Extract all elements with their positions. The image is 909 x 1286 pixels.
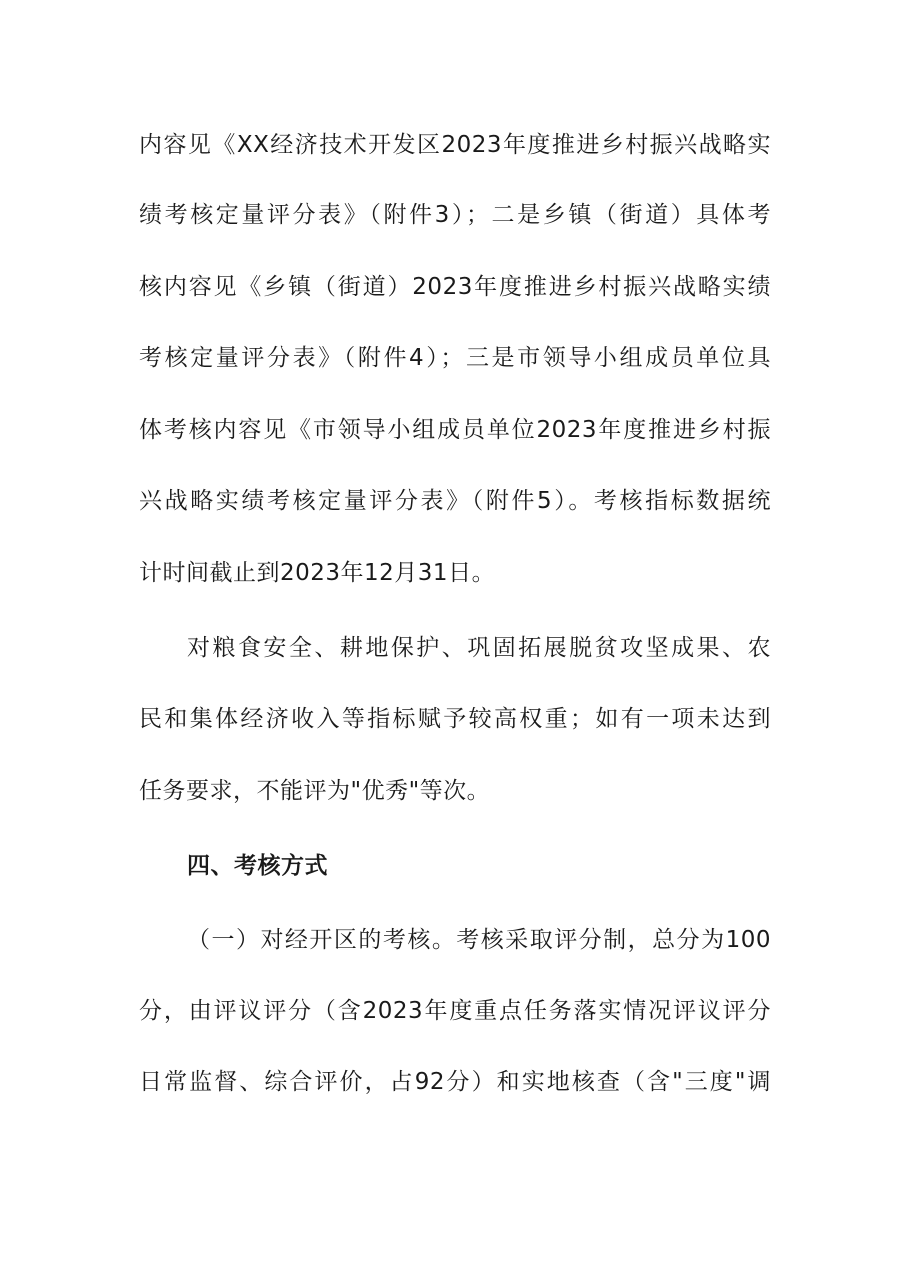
paragraph-2-line-1: 对粮食安全、耕地保护、巩固拓展脱贫攻坚成果、农 (187, 635, 771, 661)
paragraph-3-line-1: （一）对经开区的考核。考核采取评分制，总分为100 (187, 927, 771, 953)
paragraph-1-line-2: 绩考核定量评分表》（附件3）；二是乡镇（街道）具体考 (139, 202, 771, 228)
paragraph-1-line-3: 核内容见《乡镇（街道）2023年度推进乡村振兴战略实绩 (139, 274, 771, 300)
paragraph-1-line-6: 兴战略实绩考核定量评分表》（附件5）。考核指标数据统 (139, 488, 771, 514)
paragraph-3-line-2: 分，由评议评分（含2023年度重点任务落实情况评议评分 (139, 998, 771, 1024)
paragraph-1-line-5: 体考核内容见《市领导小组成员单位2023年度推进乡村振 (139, 417, 771, 443)
section-heading: 四、考核方式 (187, 853, 328, 879)
paragraph-1-line-1: 内容见《XX经济技术开发区2023年度推进乡村振兴战略实 (139, 132, 771, 158)
paragraph-2-line-2: 民和集体经济收入等指标赋予较高权重；如有一项未达到 (139, 706, 771, 732)
paragraph-1-line-4: 考核定量评分表》（附件4）；三是市领导小组成员单位具 (139, 345, 771, 371)
paragraph-2-line-3: 任务要求，不能评为"优秀"等次。 (139, 778, 491, 804)
paragraph-3-line-3: 日常监督、综合评价，占92分）和实地核查（含"三度"调 (139, 1069, 771, 1095)
paragraph-1-line-7: 计时间截止到2023年12月31日。 (139, 560, 496, 586)
